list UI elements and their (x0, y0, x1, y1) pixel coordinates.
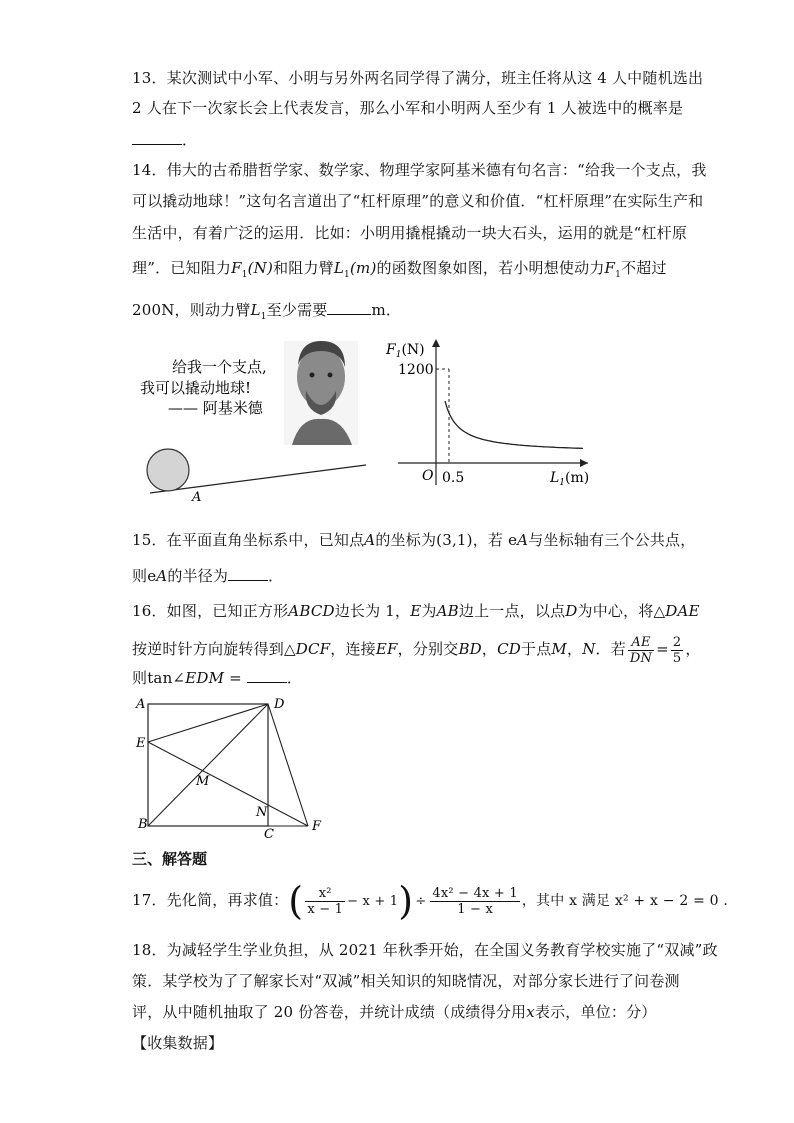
segment-ef (148, 742, 308, 826)
q14-line-5: 200N，则动力臂$L_1$至少需要 m． (132, 301, 402, 322)
q14-line-1: 14．伟大的古希腊哲学家、数学家、物理学家阿基米德有句名言：“给我一个支点，我 (132, 161, 707, 179)
answer-blank[interactable] (228, 566, 268, 581)
q14-line-2: 可以撬动地球！”这句名言道出了“杠杆原理”的意义和价值．“杠杆原理”在实际生产和 (132, 192, 704, 210)
fraction-quadratic-over-1-x: $\frac{\text{4x² − 4x + 1}}{1 - x}$ (432, 885, 518, 917)
q13-end: ． (182, 131, 198, 149)
label-c: C (264, 827, 274, 840)
q16-line-1: 16．如图，已知正方形ABCD边长为 1，E为AB边上一点，以点D为中心，将△DAE (132, 602, 700, 620)
fraction-x2-over-x-1: $\frac{\text{x²}}{x - 1}$ (307, 885, 344, 917)
quote-line-2: 我可以撬动地球! (140, 379, 252, 397)
label-f: F (312, 819, 322, 834)
q16-line-3: 则tan∠EDM = ． (132, 669, 303, 687)
q18-line-2: 策．某学校为了了解家长对“双减”相关知识的知晓情况，对部分家长进行了问卷测 (132, 972, 680, 990)
q14-line-3: 生活中，有着广泛的运用．比如：小明用撬棍撬动一块大石头，运用的就是“杠杆原 (132, 224, 688, 242)
q13-line-3 (132, 130, 197, 150)
quote-line-1: 给我一个支点, (172, 358, 267, 376)
q17-line: 17．先化简，再求值：( $\frac{\text{x²}}{x - 1}$ − x + 1) ÷ $\frac{\text{4x² − 4x + 1}}{1 - x}$ ，其中 x 满足 x² + x − 2 = 0 ． (132, 879, 738, 923)
answer-blank[interactable] (247, 668, 287, 683)
q15-line-1: 15．在平面直角坐标系中，已知点A的坐标为(3,1)，若 eA与坐标轴有三个公共点， (132, 531, 696, 549)
section-heading: 三、解答题 (132, 850, 208, 868)
y-tick-1200: 1200 (398, 362, 434, 378)
x-axis-label: $L_1(m)$ (550, 470, 590, 488)
fraction-2-5: $\frac{2}{5}$ (672, 634, 682, 666)
answer-blank[interactable] (132, 130, 182, 145)
answer-blank[interactable] (327, 300, 371, 315)
label-d: D (274, 697, 285, 712)
point-a-label: A (192, 490, 202, 505)
x-tick-0-5: 0.5 (442, 470, 465, 486)
diagonal-bd (148, 704, 268, 826)
origin-label: O (422, 468, 434, 484)
q13-line-2: 2 人在下一次家长会上代表发言，那么小军和小明两人至少有 1 人被选中的概率是 (132, 99, 684, 117)
q14-line-4: 理”．已知阻力$F_1(N)$和阻力臂$L_1(m)$的函数图象如图，若小明想使动力$F_1$不超过 (132, 259, 667, 280)
q18-line-4: 【收集数据】 (132, 1034, 224, 1052)
fraction-ae-dn: $\frac{AE}{DN}$ (629, 634, 653, 666)
label-b: B (138, 817, 148, 832)
figure-14 (140, 335, 600, 507)
q18-line-3: 评，从中随机抽取了 20 份答卷，并统计成绩（成绩得分用x表示，单位：分） (132, 1003, 657, 1021)
q18-line-1: 18．为减轻学生学业负担，从 2021 年秋季开始，在全国义务教育学校实施了“双减”政 (132, 941, 718, 959)
label-n: N (256, 805, 268, 820)
quote-author: —— 阿基米德 (168, 399, 263, 417)
q15-line-2: 则eA的半径为 ． (132, 567, 284, 585)
q16-line-2: 按逆时针方向旋转得到△DCF，连接EF，分别交BD，CD于点M，N．若 $\frac{AE}{DN}$ = $\frac{2}{5}$ ， (132, 634, 701, 666)
label-m: M (196, 774, 210, 789)
stone (147, 449, 189, 491)
q13-line-1: 13．某次测试中小军、小明与另外两名同学得了满分，班主任将从这 4 人中随机选出 (132, 69, 704, 87)
figure-16 (132, 694, 332, 840)
y-axis-label: $F_1(N)$ (386, 342, 425, 360)
label-a: A (136, 697, 146, 712)
archimedes-portrait (284, 341, 358, 445)
inverse-function-graph (398, 339, 588, 485)
label-e: E (136, 736, 146, 751)
